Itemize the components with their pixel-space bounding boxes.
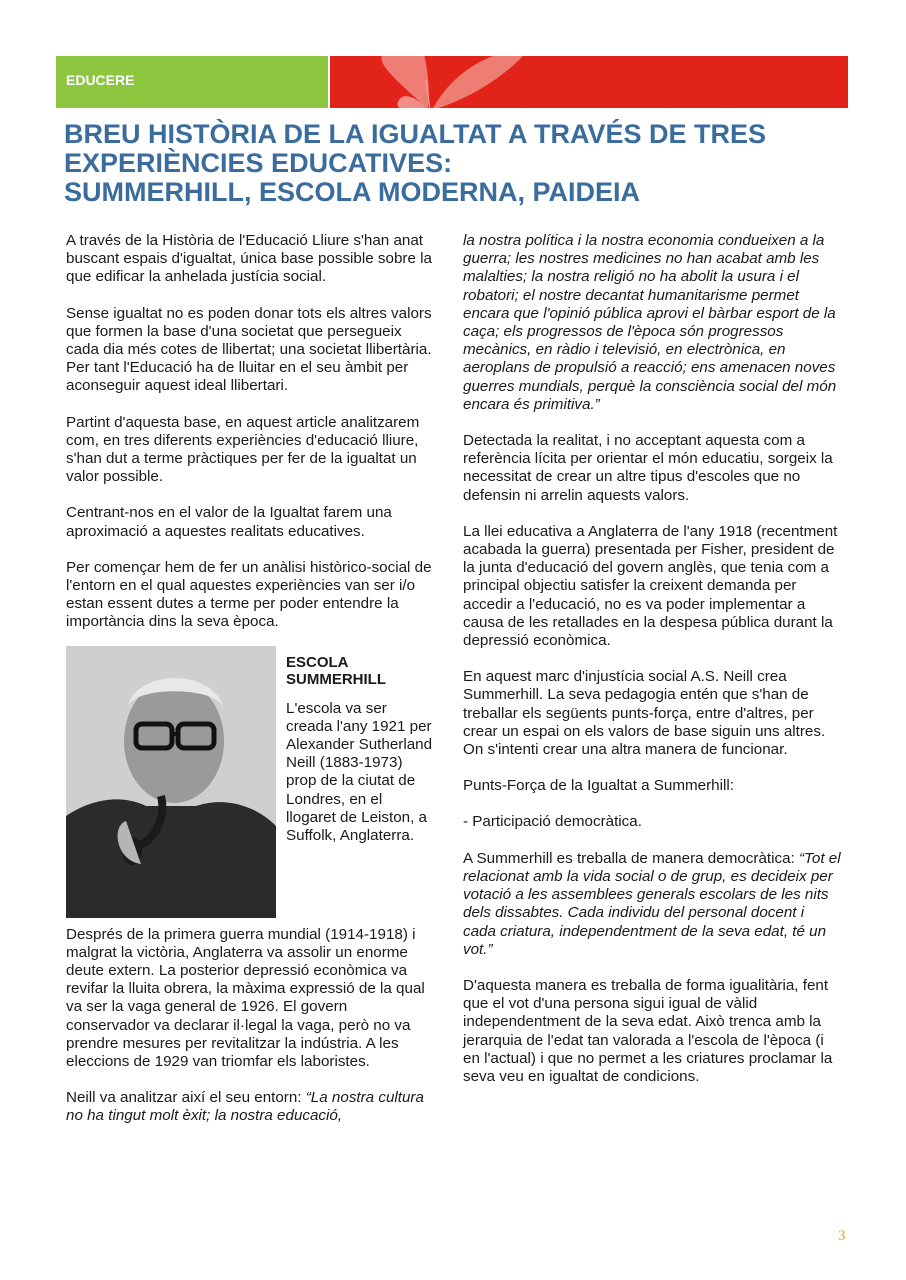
left-column bbox=[66, 232, 434, 1144]
paragraph-intro: Neill va analitzar així el seu entorn: bbox=[66, 1089, 306, 1107]
paragraph: Centrant-nos en el valor de la Igualtat farem una aproximació a aquestes realitats educatives. bbox=[66, 504, 392, 540]
paragraph: Després de la primera guerra mundial (1914-1918) i malgrat la victòria, Anglaterra va assolir un enorme deute extern. La posterior depressió econòmica va revifar la lluita obrera, la màxima expressió de la qual va ser la vaga general de 1926. El govern conservador va declarar il·legal la vaga, però no va prendre mesures per revitalitzar la indústria. A les eleccions de 1929 van triomfar els laboristes. bbox=[66, 925, 425, 1071]
portrait-illustration bbox=[66, 646, 276, 918]
title-line-3: SUMMERHILL, ESCOLA MODERNA, PAIDEIA bbox=[64, 177, 641, 207]
right-column bbox=[463, 232, 841, 1104]
title-line-1: BREU HISTÒRIA DE LA IGUALTAT A TRAVÉS DE TRES bbox=[64, 119, 766, 149]
header-bar-red bbox=[330, 56, 848, 108]
paragraph: Per començar hem de fer un anàlisi històrico-social de l'entorn en el qual aquestes experiències van ser i/o estan essent dutes a terme per poder entendre la importància dins la seva època. bbox=[66, 558, 432, 631]
portrait-photo bbox=[66, 646, 276, 918]
paragraph bbox=[66, 1089, 434, 1125]
paragraph: A través de la Història de l'Educació Lliure s'han anat buscant espais d'igualtat, única base possible sobre la que edificar la anhelada justícia social. bbox=[66, 232, 432, 286]
paragraph: Punts-Força de la Igualtat a Summerhill: bbox=[463, 777, 734, 795]
section-title: ESCOLA SUMMERHILL bbox=[286, 653, 386, 688]
page-number: 3 bbox=[838, 1228, 846, 1244]
paragraph: Detectada la realitat, i no acceptant aquesta com a referència lícita per orientar el món educatiu, sorgeix la necessitat de crear un altre tipus d'escoles que no defensin ni arrelin aquests valors. bbox=[463, 432, 833, 504]
paragraph: - Participació democràtica. bbox=[463, 813, 642, 831]
title-line-2: EXPERIÈNCIES EDUCATIVES: bbox=[64, 148, 453, 178]
header-label: EDUCERE bbox=[66, 72, 135, 88]
quote-text: “La nostra cultura no ha tingut molt èxit; la nostra educació, bbox=[66, 1089, 424, 1125]
paragraph: Partint d'aquesta base, en aquest article analitzarem com, en tres diferents experiències d'educació lliure, s'han dut a terme pràctiques per fer de la igualtat un valor possible. bbox=[66, 413, 420, 486]
paragraph: La llei educativa a Anglaterra de l'any 1918 (recentment acabada la guerra) presentada per Fisher, president de la junta d'educació del govern anglès, que tenia com a principal objectiu satisfer la creixent demanda per accedir a l'educació, no es va poder implementar a causa de les retallades en la despesa pública durant la depressió econòmica. bbox=[463, 522, 838, 650]
page-title bbox=[64, 120, 854, 207]
paragraph-intro: A Summerhill es treballa de manera democràtica: bbox=[463, 849, 799, 867]
paragraph: Sense igualtat no es poden donar tots els altres valors que formen la base d'una societat que persegueix cada dia més cotes de llibertat; una societat llibertària. Per tant l'Educació ha de lluitar en el seu àmbit per aconseguir aquest ideal llibertari. bbox=[66, 304, 432, 395]
paragraph: En aquest marc d'injustícia social A.S. Neill crea Summerhill. La seva pedagogia entén que s'han de treballar els següents punts-força, entre d'altres, per crear un espai on els valors de base siguin uns altres. On s'intenti crear una altra manera de funcionar. bbox=[463, 668, 826, 759]
quote-text: “Tot el relacionat amb la vida social o de grup, es decideix per votació a les assemblees generals escolars de les nits dels dissabtes. Cada individu del personal docent i cada criatura, independentment de la seva edat, té un vot.” bbox=[463, 849, 841, 958]
photo-block bbox=[66, 646, 434, 926]
paragraph: D'aquesta manera es treballa de forma igualitària, fent que el vot d'una persona sigui igual de vàlid independentment de la seva edat. Això trenca amb la jerarquia de l'edat tan valorada a l'escola de l'època (i en l'actual) i que no permet a les criatures proclamar la seva veu en igualtat de condicions. bbox=[463, 976, 833, 1085]
photo-caption: L'escola va ser creada l'any 1921 per Alexander Sutherland Neill (1883-1973) prop de la ciutat de Londres, en el llogaret de Leiston, a Suffolk, Anglaterra. bbox=[286, 699, 433, 845]
quote-continuation: la nostra política i la nostra economia condueixen a la guerra; les nostres medicines no han acabat amb les malalties; la nostra religió no ha abolit la usura i el robatori; el nostre decantat humanitarisme permet encara que l'opinió pública aprovi el bàrbar esport de la caça; els progressos de l'època són progressos mecànics, en ràdio i televisió, en electrònica, en aeroplans de propulsió a reacció; ens amenacen noves guerres mundials, perquè la consciència social del món encara és primitiva.” bbox=[463, 232, 837, 413]
butterfly-icon bbox=[358, 56, 558, 108]
paragraph bbox=[463, 850, 841, 959]
header-bar-green bbox=[56, 56, 328, 108]
photo-side-text bbox=[286, 654, 434, 864]
